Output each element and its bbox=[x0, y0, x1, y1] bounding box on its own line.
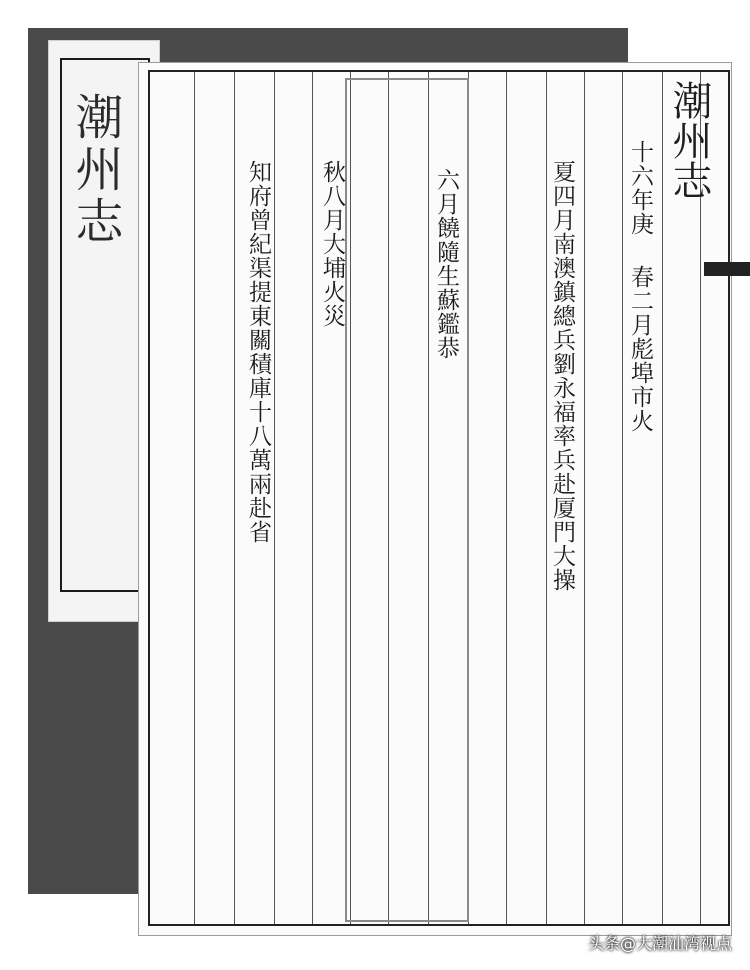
entry-autumn-fire: 秋八月大埔火災 bbox=[319, 160, 345, 328]
column-rule bbox=[584, 72, 585, 924]
entry-year: 十六年庚 bbox=[627, 140, 653, 236]
page-edge-strip bbox=[704, 262, 750, 276]
page-title bbox=[694, 80, 734, 200]
column-rule bbox=[194, 72, 195, 924]
column-rule bbox=[622, 72, 623, 924]
entry-sixth-month: 六月饒隨生蘇鑑恭 bbox=[433, 168, 459, 360]
column-rule bbox=[234, 72, 235, 924]
cover-title: 潮州志 bbox=[67, 92, 123, 248]
entry-summer-drill: 夏四月南澳鎮總兵劉永福率兵赴厦門大操 bbox=[549, 160, 575, 592]
entry-prefect: 知府曾紀渠提東關積庫十八萬兩赴省 bbox=[245, 160, 271, 544]
column-rule bbox=[506, 72, 507, 924]
watermark: 头条@大潮汕湾视点 bbox=[587, 934, 732, 953]
column-rule bbox=[312, 72, 313, 924]
entry-spring-fire: 春二月彪埠市火 bbox=[627, 265, 653, 433]
